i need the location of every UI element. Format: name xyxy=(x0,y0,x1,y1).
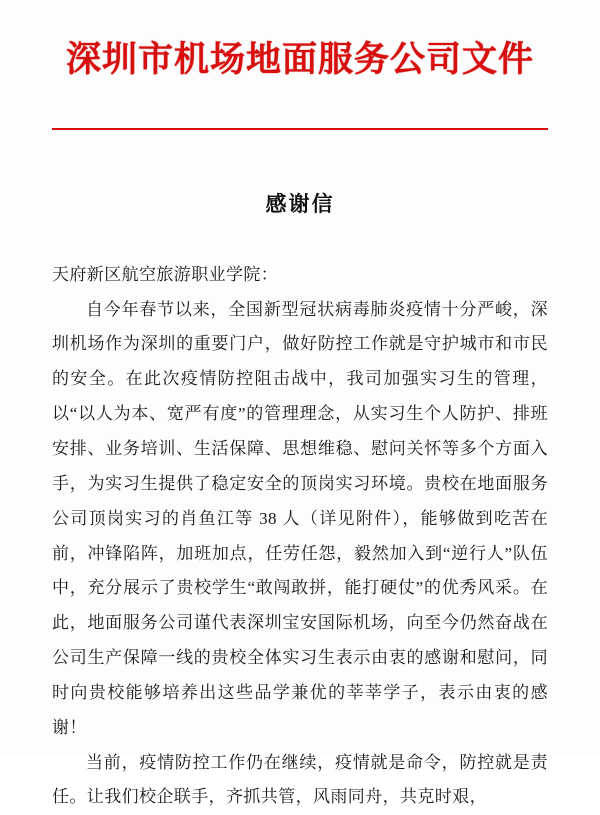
body-paragraph-2: 当前，疫情防控工作仍在继续，疫情就是命令，防控就是责任。让我们校企联手，齐抓共管，风雨同舟，共克时艰， xyxy=(52,752,548,807)
salutation-line: 天府新区航空旅游职业学院： xyxy=(52,264,279,284)
document-subject-title: 感谢信 xyxy=(265,191,335,216)
document-header-title: 深圳市机场地面服务公司文件 xyxy=(65,40,534,79)
header-divider xyxy=(52,128,548,130)
body-paragraph-1: 自今年春节以来，全国新型冠状病毒肺炎疫情十分严峻，深圳机场作为深圳的重要门户，做好防控工作就是守护城市和市民的安全。在此次疫情防控阻击战中，我司加强实习生的管理，以“以人为本、宽严有度”的管理理念，从实习生个人防护、排班安排、业务培训、生活保障、思想维稳、慰问关怀等多个方面入手，为实习生提供了稳定安全的顶岗实习环境。贵校在地面服务公司顶岗实习的肖鱼江等 38 人（详见附件），能够做到吃苦在前，冲锋陷阵，加班加点，任劳任怨，毅然加入到“逆行人”队伍中，充分展示了贵校学生“敢闯敢拼，能打硬仗”的优秀风采。在此，地面服务公司谨代表深圳宝安国际机场，向至今仍然奋战在公司生产保障一线的贵校全体实习生表示由衷的感谢和慰问，同时向贵校能够培养出这些品学兼优的莘莘学子，表示由衷的感谢！ xyxy=(52,299,548,737)
document-header xyxy=(52,0,548,130)
document-body xyxy=(52,258,548,815)
